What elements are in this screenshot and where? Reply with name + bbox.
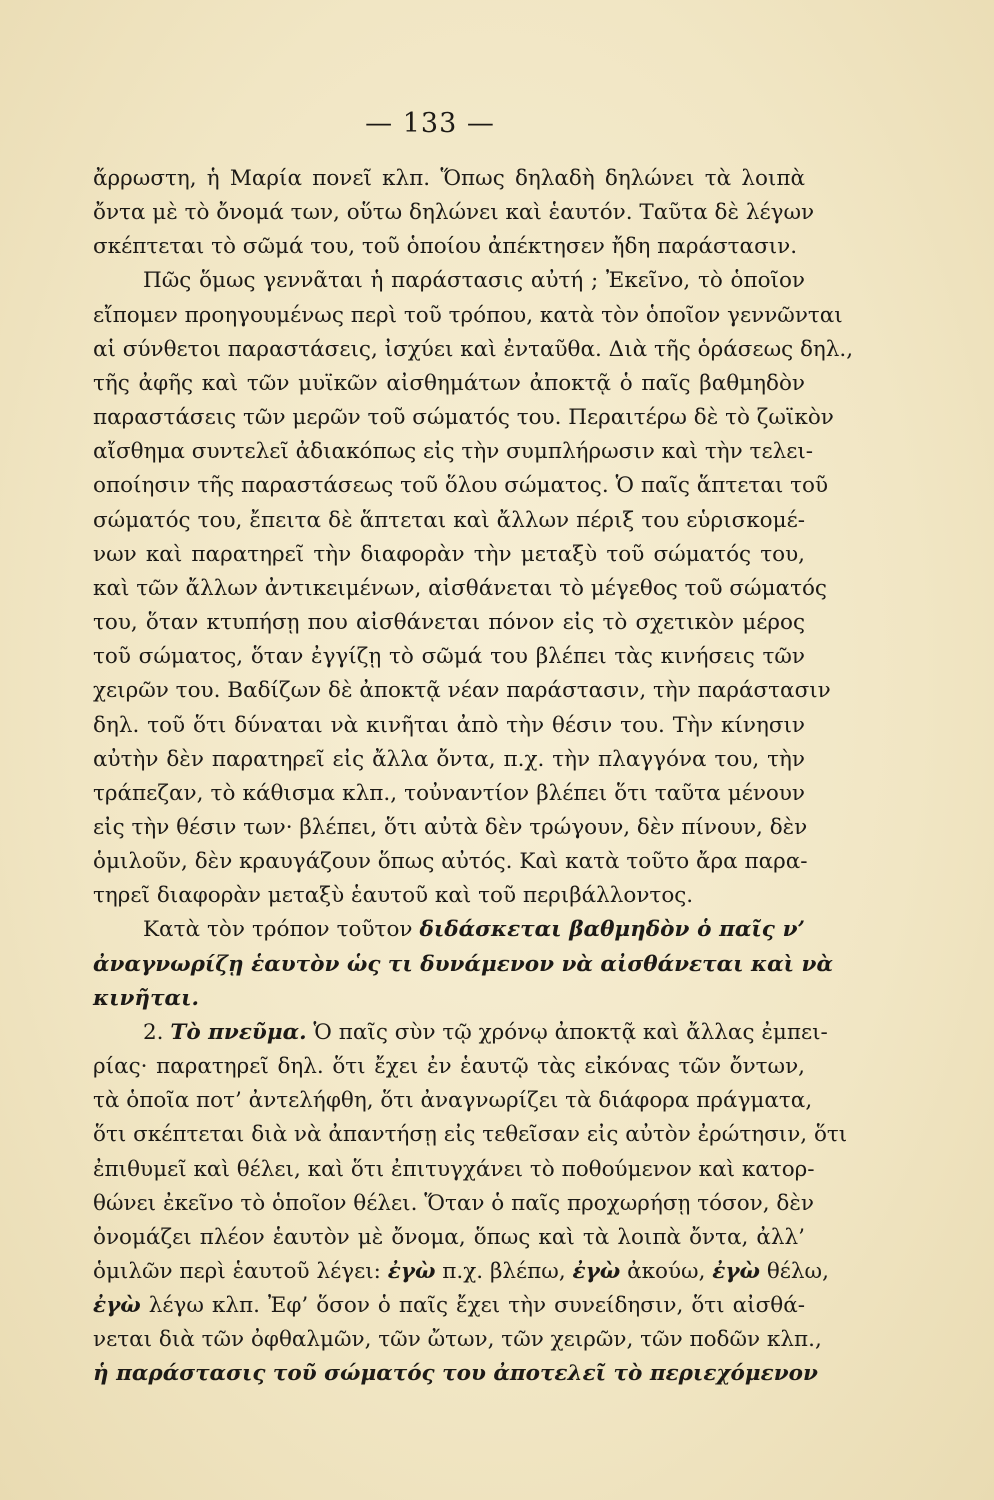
text-line: εἰς τὴν θέσιν των· βλέπει, ὅτι αὐτὰ δὲν τρώγουν, δὲν πίνουν, δὲν (93, 814, 808, 840)
text-line: σκέπτεται τὸ σῶμά του, τοῦ ὁποίου ἀπέκτησεν ἤδη παράστασιν. (93, 234, 798, 260)
text-line: νων καὶ παρατηρεῖ τὴν διαφορὰν τὴν μεταξὺ τοῦ σώματός του, (93, 541, 805, 567)
text-line: Κατὰ τὸν τρόπον τοῦτον διδάσκεται βαθμηδὸν ὁ παῖς ν’ (143, 917, 805, 943)
text-line: αἴσθημα συντελεῖ ἀδιακόπως εἰς τὴν συμπλήρωσιν καὶ τὴν τελει- (93, 439, 814, 465)
text-line: ρίας· παρατηρεῖ δηλ. ὅτι ἔχει ἐν ἑαυτῷ τὰς εἰκόνας τῶν ὄντων, (93, 1054, 805, 1080)
emphasis-text: ἐγὼ (572, 1259, 621, 1284)
text-line: ἐπιθυμεῖ καὶ θέλει, καὶ ὅτι ἐπιτυγχάνει τὸ ποθούμενον καὶ κατορ- (93, 1156, 815, 1182)
body-text (93, 162, 854, 1392)
text-line: θώνει ἐκεῖνο τὸ ὁποῖον θέλει. Ὅταν ὁ παῖς προχωρήσῃ τόσον, δὲν (93, 1190, 814, 1216)
text-line: παραστάσεις τῶν μερῶν τοῦ σώματός του. Περαιτέρω δὲ τὸ ζωϊκὸν (93, 405, 834, 431)
text-line: Πῶς ὅμως γεννᾶται ἡ παράστασις αὐτή ; Ἐκεῖνο, τὸ ὁποῖον (143, 268, 805, 294)
emphasis-text: κινῆται. (93, 985, 199, 1011)
emphasis-text: ἡ παράστασις τοῦ σώματός του ἀποτελεῖ τὸ περιεχόμενον (93, 1361, 818, 1387)
text-line: τηρεῖ διαφορὰν μεταξὺ ἑαυτοῦ καὶ τοῦ περιβάλλοντος. (93, 883, 694, 909)
emphasis-text: ἐγὼ (93, 1293, 141, 1319)
text-line (93, 1357, 818, 1391)
text-line (93, 948, 834, 982)
section-heading: Τὸ πνεῦμα. (170, 1019, 307, 1045)
text-line: εἴπομεν προηγουμένως περὶ τοῦ τρόπου, κατὰ τὸν ὁποῖον γεννῶνται (93, 302, 843, 328)
text-line: ἐγὼ λέγω κλπ. Ἐφ’ ὅσον ὁ παῖς ἔχει τὴν συνείδησιν, ὅτι αἰσθά- (93, 1293, 805, 1319)
text-line: ὄντα μὲ τὸ ὄνομά των, οὕτω δηλώνει καὶ ἑαυτόν. Ταῦτα δὲ λέγων (93, 200, 815, 226)
text-line: τῆς ἀφῆς καὶ τῶν μυϊκῶν αἰσθημάτων ἀποκτᾷ ὁ παῖς βαθμηδὸν (93, 370, 805, 396)
text-line: αἱ σύνθετοι παραστάσεις, ἰσχύει καὶ ἐνταῦθα. Διὰ τῆς ὁράσεως δηλ., (93, 336, 854, 362)
page-number: — 133 — (365, 108, 495, 139)
text-line: τοῦ σώματος, ὅταν ἐγγίζῃ τὸ σῶμά του βλέπει τὰς κινήσεις τῶν (93, 644, 805, 670)
text-line: αὐτὴν δὲν παρατηρεῖ εἰς ἄλλα ὄντα, π.χ. τὴν πλαγγόνα του, τὴν (93, 746, 805, 772)
text-line: σώματός του, ἔπειτα δὲ ἅπτεται καὶ ἄλλων πέριξ του εὑρισκομέ- (93, 507, 805, 533)
text-line: ὀνομάζει πλέον ἑαυτὸν μὲ ὄνομα, ὅπως καὶ τὰ λοιπὰ ὄντα, ἀλλ’ (93, 1224, 805, 1250)
text-line: δηλ. τοῦ ὅτι δύναται νὰ κινῆται ἀπὸ τὴν θέσιν του. Τὴν κίνησιν (93, 712, 805, 738)
text-line: χειρῶν του. Βαδίζων δὲ ἀποκτᾷ νέαν παράστασιν, τὴν παράστασιν (93, 678, 831, 704)
text-line: τὰ ὁποῖα ποτ’ ἀντελήφθη, ὅτι ἀναγνωρίζει τὰ διάφορα πράγματα, (93, 1088, 813, 1114)
emphasis-text: ἐγὼ (712, 1259, 761, 1284)
emphasis-text: ἐγὼ (387, 1259, 436, 1284)
text-line: οποίησιν τῆς παραστάσεως τοῦ ὅλου σώματος. Ὁ παῖς ἅπτεται τοῦ (93, 473, 829, 499)
text-line: τράπεζαν, τὸ κάθισμα κλπ., τοὐναντίον βλέπει ὅτι ταῦτα μένουν (93, 780, 805, 806)
text-line: ἄρρωστη, ἡ Μαρία πονεῖ κλπ. Ὅπως δηλαδὴ δηλώνει τὰ λοιπὰ (93, 166, 805, 191)
text-line (93, 982, 805, 1016)
text-line: ὁμιλῶν περὶ ἑαυτοῦ λέγει: ἐγὼ π.χ. βλέπω, ἐγὼ ἀκούω, ἐγὼ θέλω, (93, 1259, 829, 1284)
section-heading-line: 2. Τὸ πνεῦμα. Ὁ παῖς σὺν τῷ χρόνῳ ἀποκτᾷ καὶ ἄλλας ἐμπει- (143, 1019, 828, 1045)
text-line: ὅτι σκέπτεται διὰ νὰ ἀπαντήσῃ εἰς τεθεῖσαν εἰς αὐτὸν ἐρώτησιν, ὅτι (93, 1122, 848, 1148)
emphasis-text: ἀναγνωρίζῃ ἑαυτὸν ὡς τι δυνάμενον νὰ αἰσθάνεται καὶ νὰ (93, 951, 834, 977)
emphasis-text: διδάσκεται βαθμηδὸν ὁ παῖς ν’ (419, 917, 805, 943)
text-line: καὶ τῶν ἄλλων ἀντικειμένων, αἰσθάνεται τὸ μέγεθος τοῦ σώματός (93, 575, 827, 601)
text-line: του, ὅταν κτυπήσῃ που αἰσθάνεται πόνον εἰς τὸ σχετικὸν μέρος (93, 610, 805, 636)
text-line: νεται διὰ τῶν ὀφθαλμῶν, τῶν ὤτων, τῶν χειρῶν, τῶν ποδῶν κλπ., (93, 1327, 822, 1353)
text-line: ὁμιλοῦν, δὲν κραυγάζουν ὅπως αὐτός. Καὶ κατὰ τοῦτο ἄρα παρα- (93, 849, 808, 875)
